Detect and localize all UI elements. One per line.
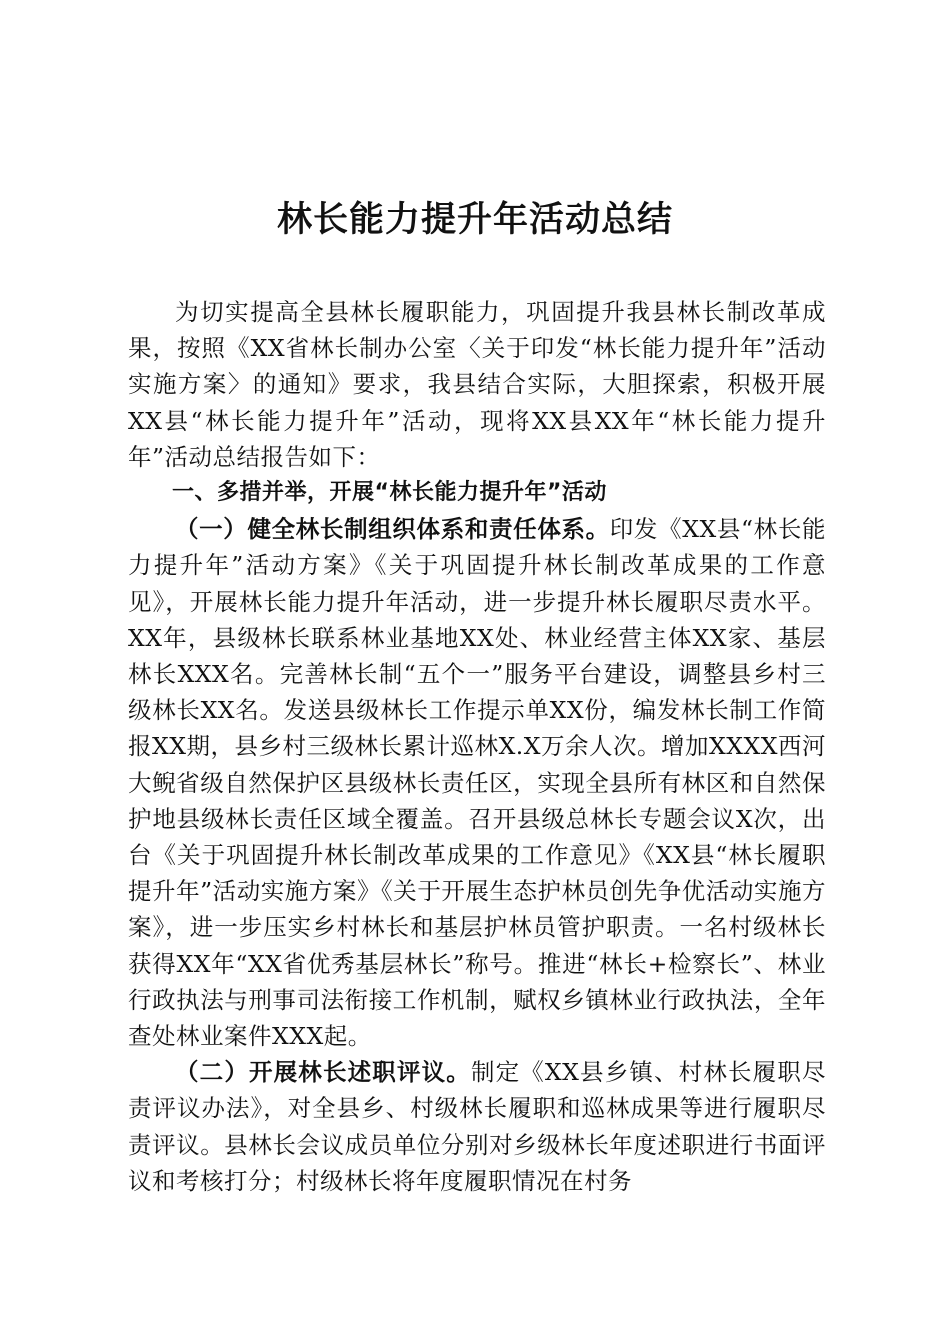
document-title: 林长能力提升年活动总结 <box>276 200 673 240</box>
paragraph-2-lead: （二）开展林长述职评议。 <box>175 1058 471 1087</box>
paragraph-2 <box>128 1054 826 1199</box>
paragraph-1-lead: （一）健全林长制组织体系和责任体系。 <box>175 515 610 544</box>
document-body <box>128 294 826 1199</box>
paragraph-2-body: 制定《XX县乡镇、村林长履职尽责评议办法》，对全县乡、村级林长履职和巡林成果等进行履职尽责评议。县林长会议成员单位分别对乡级林长年度述职进行书面评议和考核打分；村级林长将年度履职情况在村务 <box>128 1058 826 1195</box>
paragraph-1-body: 印发《XX县“林长能力提升年”活动方案》《关于巩固提升林长制改革成果的工作意见》，开展林长能力提升年活动，进一步提升林长履职尽责水平。XX年，县级林长联系林业基地XX处、林业经营主体XX家、基层林长XXX名。完善林长制“五个一”服务平台建设，调整县乡村三级林长XX名。发送县级林长工作提示单XX份，编发林长制工作简报XX期，县乡村三级林长累计巡林X.X万余人次。增加XXXX西河大鲵省级自然保护区县级林长责任区，实现全县所有林区和自然保护地县级林长责任区域全覆盖。召开县级总林长专题会议X次，出台《关于巩固提升林长制改革成果的工作意见》《XX县“林长履职提升年”活动实施方案》《关于开展生态护林员创先争优活动实施方案》，进一步压实乡村林长和基层护林员管护职责。一名村级林长获得XX年“XX省优秀基层林长”称号。推进“林长+检察长”、林业行政执法与刑事司法衔接工作机制，赋权乡镇林业行政执法，全年查处林业案件XXX起。 <box>128 515 826 1051</box>
paragraph-1 <box>128 511 826 1054</box>
section-heading-1: 一、多措并举，开展“林长能力提升年”活动 <box>172 480 607 506</box>
intro-paragraph: 为切实提高全县林长履职能力，巩固提升我县林长制改革成果，按照《XX省林长制办公室〈关于印发“林长能力提升年”活动实施方案〉的通知》要求，我县结合实际，大胆探索，积极开展XX县“林长能力提升年”活动，现将XX县XX年“林长能力提升年”活动总结报告如下： <box>128 298 826 471</box>
